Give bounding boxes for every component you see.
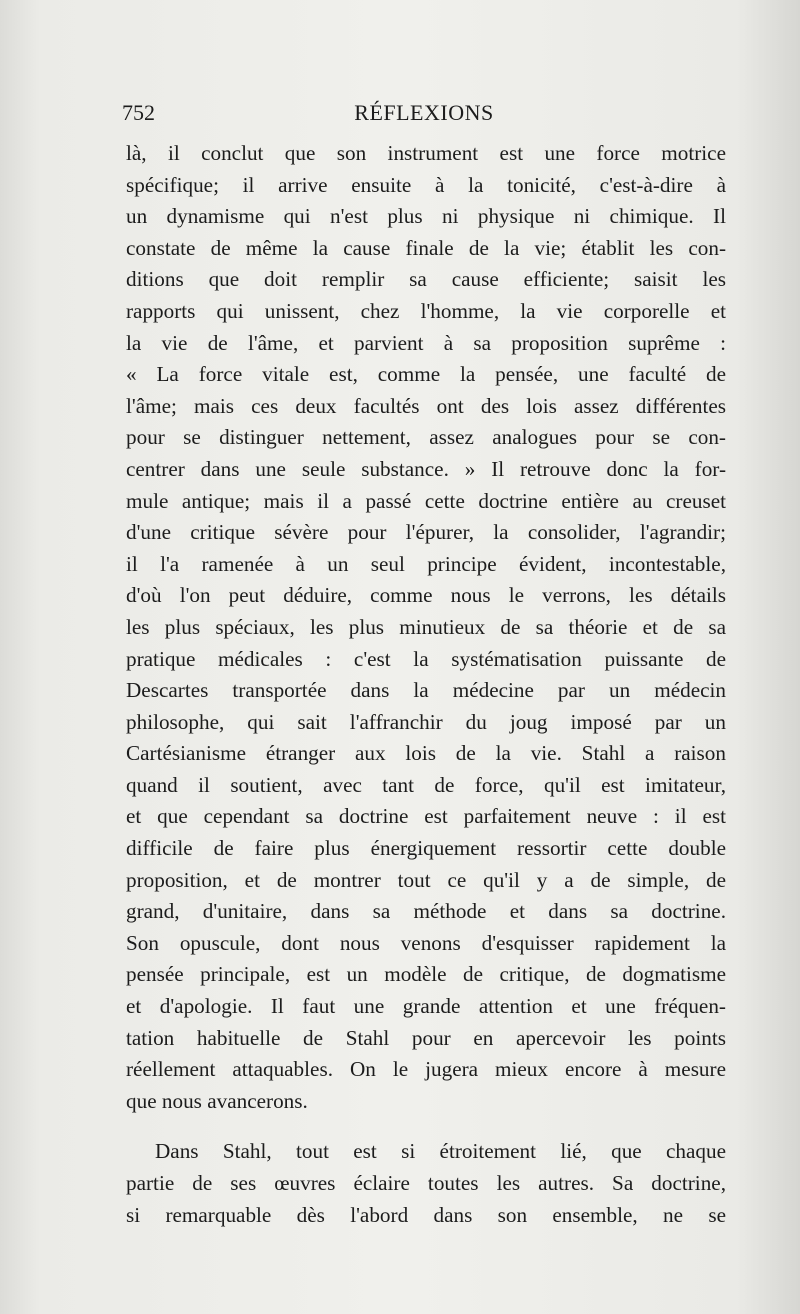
text-line: spécifique; il arrive ensuite à la tonicité, c'est-à-dire à (126, 172, 726, 197)
text-line: Son opuscule, dont nous venons d'esquisser rapidement la (126, 930, 726, 955)
text-line: philosophe, qui sait l'affranchir du joug imposé par un (126, 709, 726, 734)
running-title: RÉFLEXIONS (354, 100, 494, 125)
text-line: grand, d'unitaire, dans sa méthode et dans sa doctrine. (126, 899, 726, 924)
text-line: constate de même la cause finale de la vie; établit les con- (126, 235, 726, 260)
text-line: Descartes transportée dans la médecine par un médecin (126, 678, 726, 703)
text-line: ditions que doit remplir sa cause efficiente; saisit les (126, 267, 726, 292)
text-line: rapports qui unissent, chez l'homme, la vie corporelle et (126, 298, 726, 323)
text-line: quand il soutient, avec tant de force, qu'il est imitateur, (126, 772, 726, 797)
text-line: Cartésianisme étranger aux lois de la vie. Stahl a raison (126, 741, 726, 766)
text-line: un dynamisme qui n'est plus ni physique ni chimique. Il (126, 204, 726, 229)
text-line: là, il conclut que son instrument est une force motrice (126, 141, 726, 165)
text-line: l'âme; mais ces deux facultés ont des lois assez différentes (126, 393, 726, 418)
text-line: la vie de l'âme, et parvient à sa proposition suprême : (126, 330, 726, 355)
text-line: pratique médicales : c'est la systématisation puissante de (126, 646, 726, 671)
text-line: les plus spéciaux, les plus minutieux de sa théorie et de sa (126, 614, 726, 639)
text-line: partie de ses œuvres éclaire toutes les autres. Sa doctrine, (126, 1171, 726, 1195)
text-line: pour se distinguer nettement, assez analogues pour se con- (126, 425, 726, 450)
text-line: d'où l'on peut déduire, comme nous le verrons, les détails (126, 583, 726, 608)
text-line: tation habituelle de Stahl pour en apercevoir les points (126, 1025, 726, 1050)
text-line: et d'apologie. Il faut une grande attention et une fréquen- (126, 994, 726, 1019)
text-line: il l'a ramenée à un seul principe évident, incontestable, (126, 551, 726, 576)
text-line: proposition, et de montrer tout ce qu'il y a de simple, de (126, 867, 726, 892)
page-number: 752 (122, 100, 155, 125)
text-line: pensée principale, est un modèle de critique, de dogmatisme (126, 962, 726, 987)
page-header (122, 100, 726, 134)
text-line: d'une critique sévère pour l'épurer, la consolider, l'agrandir; (126, 520, 726, 545)
paragraph-start-line: Dans Stahl, tout est si étroitement lié, que chaque (155, 1139, 726, 1164)
body-text (126, 138, 726, 1231)
text-line: réellement attaquables. On le jugera mieux encore à mesure (126, 1057, 726, 1082)
paragraph-end-line: que nous avancerons. (126, 1088, 308, 1113)
text-line: centrer dans une seule substance. » Il retrouve donc la for- (126, 456, 726, 481)
text-line: mule antique; mais il a passé cette doctrine entière au creuset (126, 488, 726, 513)
text-line: « La force vitale est, comme la pensée, une faculté de (126, 362, 726, 387)
text-line: difficile de faire plus énergiquement ressortir cette double (126, 836, 726, 861)
text-line: si remarquable dès l'abord dans son ensemble, ne se (126, 1202, 726, 1227)
text-line: et que cependant sa doctrine est parfaitement neuve : il est (126, 804, 726, 829)
